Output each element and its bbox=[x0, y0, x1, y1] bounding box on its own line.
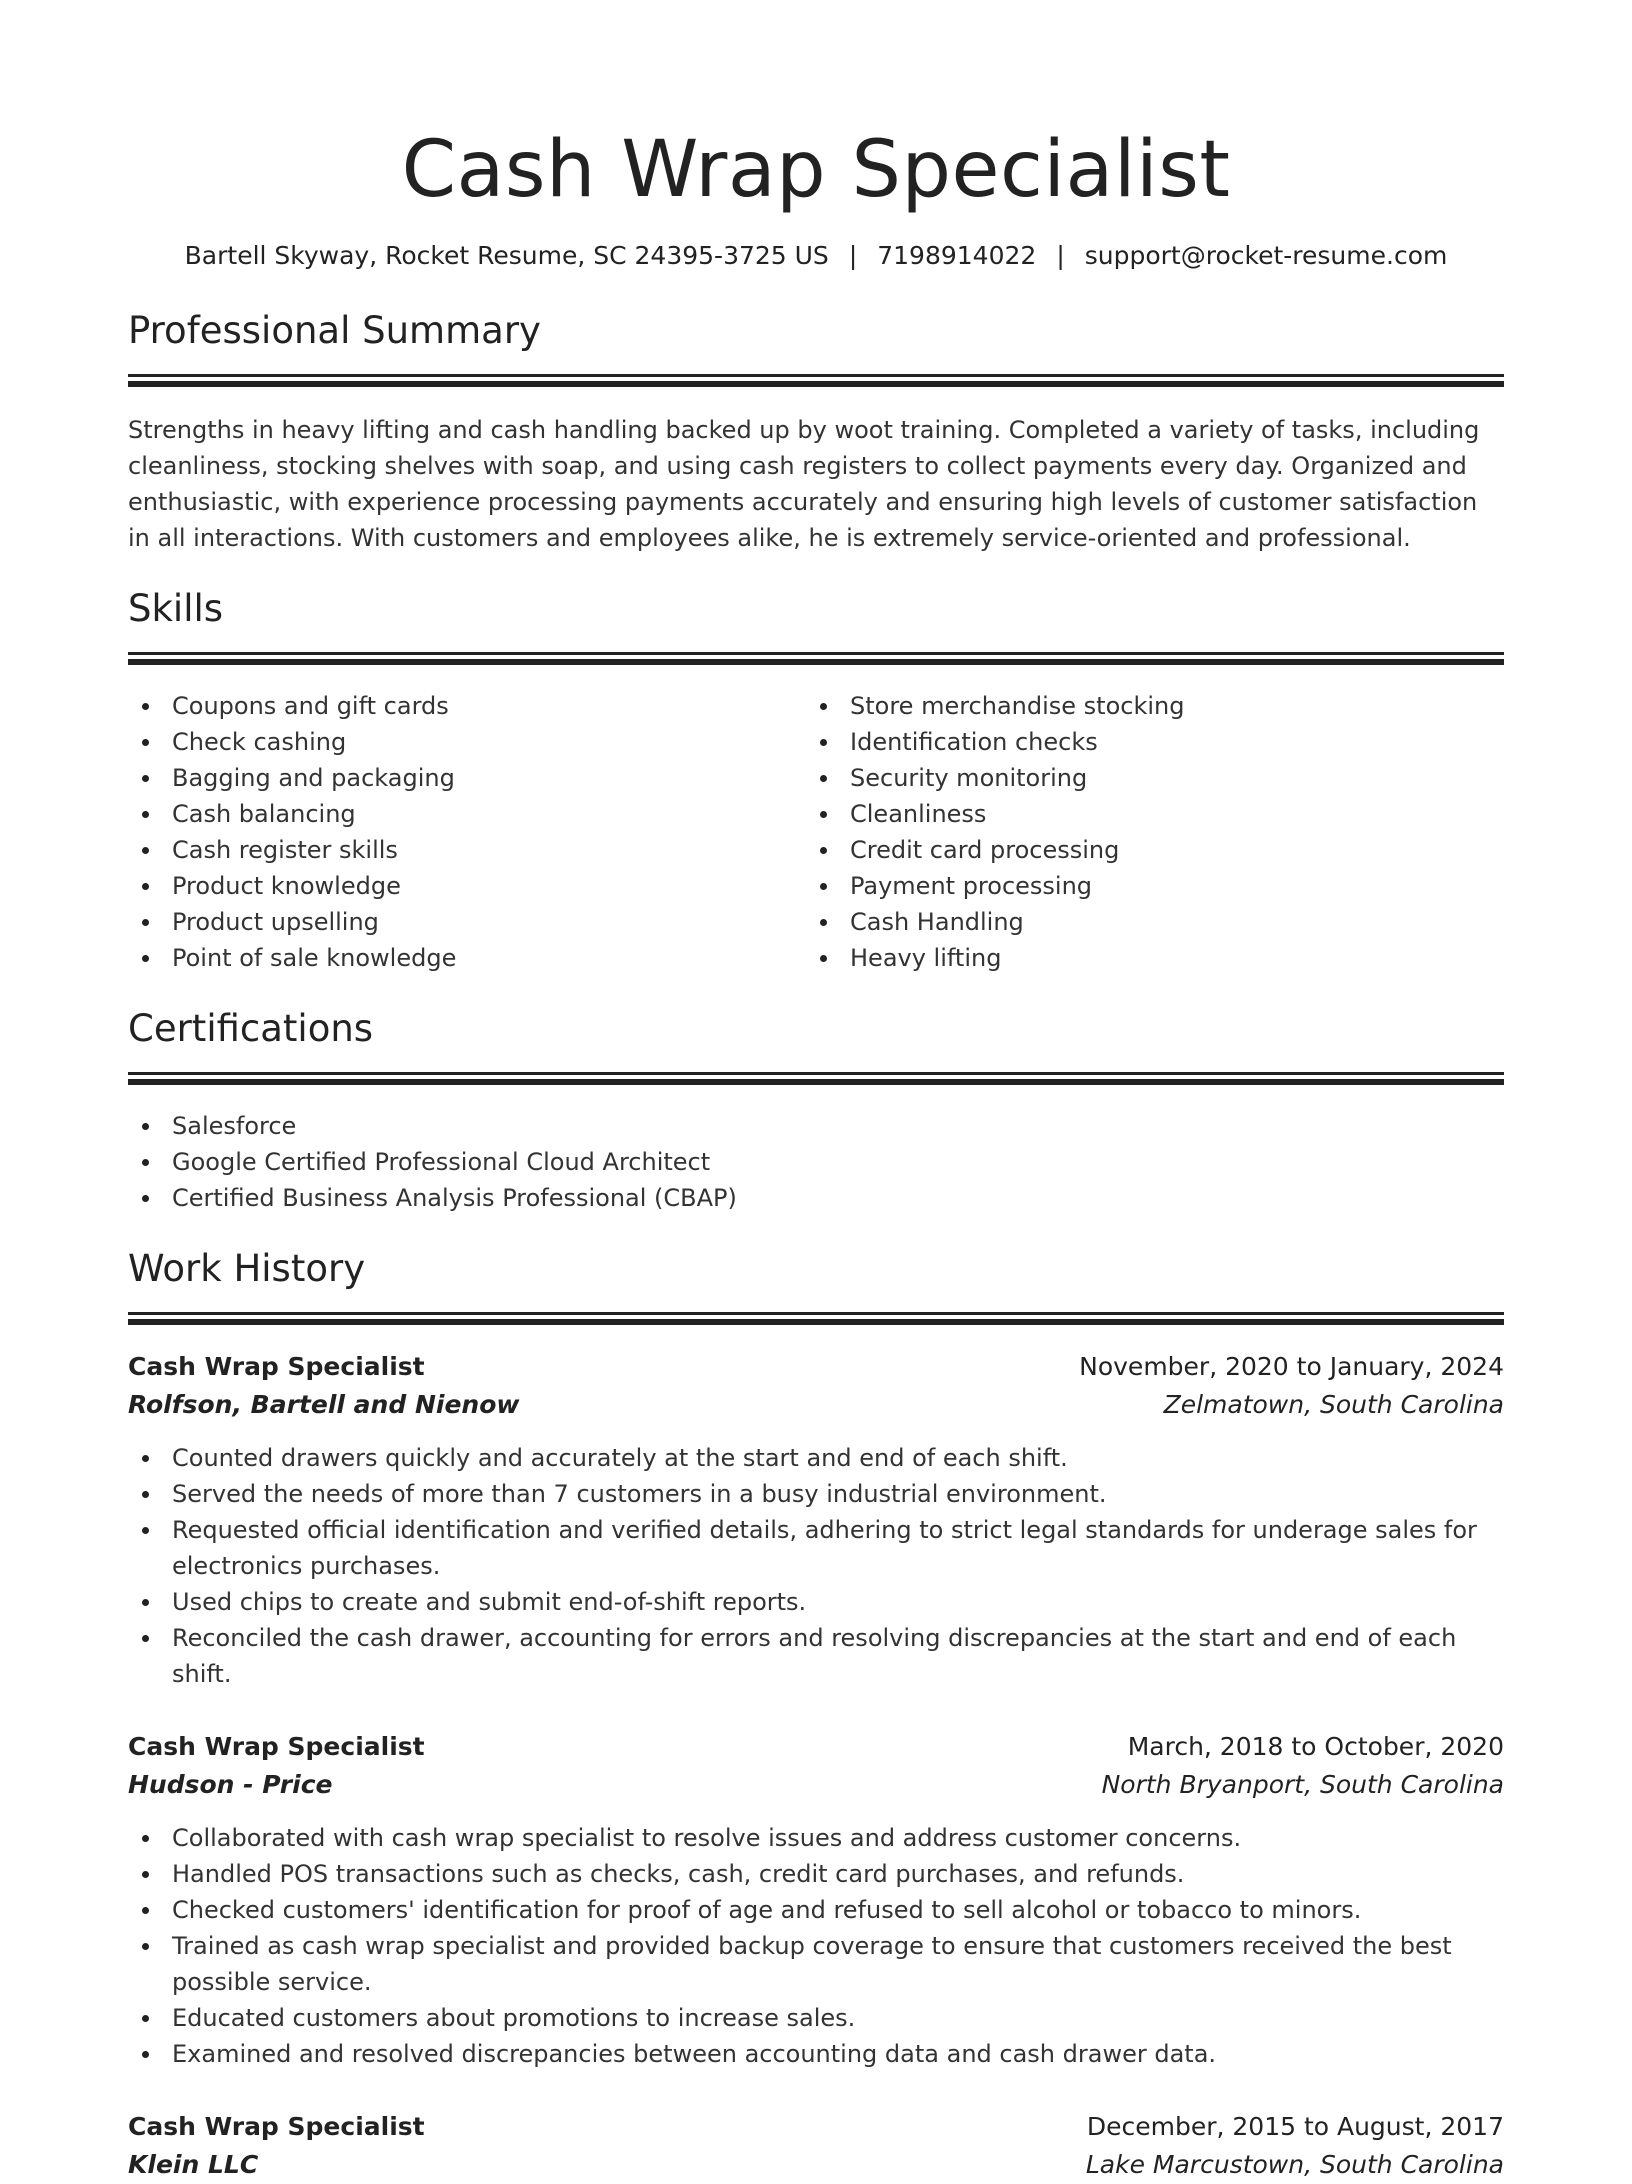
list-item: Cash Handling bbox=[806, 904, 1484, 940]
section-heading-summary: Professional Summary bbox=[128, 309, 541, 352]
list-item: Handled POS transactions such as checks, cash, credit card purchases, and refunds. bbox=[128, 1856, 1504, 1892]
job-header-row bbox=[128, 2108, 1504, 2146]
job-location: Lake Marcustown, South Carolina bbox=[1085, 2150, 1504, 2179]
list-item: Credit card processing bbox=[806, 832, 1484, 868]
list-item: Cash register skills bbox=[128, 832, 806, 868]
list-item: Educated customers about promotions to increase sales. bbox=[128, 2000, 1504, 2036]
list-item: Cleanliness bbox=[806, 796, 1484, 832]
section-divider bbox=[128, 374, 1504, 377]
list-item: Google Certified Professional Cloud Architect bbox=[128, 1144, 1504, 1180]
section-divider bbox=[128, 652, 1504, 655]
list-item: Product knowledge bbox=[128, 868, 806, 904]
job-entry bbox=[128, 1348, 1504, 1692]
skills-column-right bbox=[806, 688, 1484, 976]
job-dates: December, 2015 to August, 2017 bbox=[1086, 2112, 1504, 2141]
list-item: Certified Business Analysis Professional (CBAP) bbox=[128, 1180, 1504, 1216]
job-subheader-row bbox=[128, 1386, 1504, 1424]
summary-text: Strengths in heavy lifting and cash handling backed up by woot training. Completed a variety of tasks, including cleanliness, stocking shelves with soap, and using cash registers to collect payments every day. Organized and enthusiastic, with experience processing payments accurately and ensuring high levels of customer satisfaction in all interactions. With customers and employees alike, he is extremely service-oriented and professional. bbox=[128, 416, 1480, 552]
contact-email: support@rocket-resume.com bbox=[1084, 241, 1448, 270]
job-subheader-row bbox=[128, 1766, 1504, 1804]
list-item: Cash balancing bbox=[128, 796, 806, 832]
job-entry bbox=[128, 1728, 1504, 2072]
job-title: Cash Wrap Specialist bbox=[128, 1732, 425, 1761]
job-bullets bbox=[128, 1440, 1504, 1692]
job-subheader-row bbox=[128, 2146, 1504, 2184]
contact-separator: | bbox=[1056, 241, 1065, 270]
job-company: Rolfson, Bartell and Nienow bbox=[128, 1390, 520, 1419]
list-item: Bagging and packaging bbox=[128, 760, 806, 796]
list-item: Requested official identification and verified details, adhering to strict legal standards for underage sales for electronics purchases. bbox=[128, 1512, 1504, 1584]
list-item: Reconciled the cash drawer, accounting for errors and resolving discrepancies at the start and end of each shift. bbox=[128, 1620, 1504, 1692]
contact-address: Bartell Skyway, Rocket Resume, SC 24395-3725 US bbox=[184, 241, 829, 270]
job-company: Hudson - Price bbox=[128, 1770, 333, 1799]
list-item: Heavy lifting bbox=[806, 940, 1484, 976]
list-item: Store merchandise stocking bbox=[806, 688, 1484, 724]
skills-list bbox=[128, 688, 1504, 976]
section-divider bbox=[128, 1072, 1504, 1075]
list-item: Point of sale knowledge bbox=[128, 940, 806, 976]
contact-separator: | bbox=[848, 241, 858, 270]
job-dates: March, 2018 to October, 2020 bbox=[1127, 1732, 1504, 1761]
job-location: Zelmatown, South Carolina bbox=[1163, 1390, 1504, 1419]
job-company: Klein LLC bbox=[128, 2150, 259, 2179]
job-header-row bbox=[128, 1728, 1504, 1766]
list-item: Served the needs of more than 7 customers in a busy industrial environment. bbox=[128, 1476, 1504, 1512]
resume-page bbox=[128, 0, 1504, 2184]
list-item: Checked customers' identification for proof of age and refused to sell alcohol or tobacco to minors. bbox=[128, 1892, 1504, 1928]
list-item: Counted drawers quickly and accurately at the start and end of each shift. bbox=[128, 1440, 1504, 1476]
section-heading-work-history: Work History bbox=[128, 1247, 366, 1290]
job-title: Cash Wrap Specialist bbox=[128, 2112, 425, 2141]
list-item: Check cashing bbox=[128, 724, 806, 760]
list-item: Used chips to create and submit end-of-shift reports. bbox=[128, 1584, 1504, 1620]
list-item: Security monitoring bbox=[806, 760, 1484, 796]
job-entry bbox=[128, 2108, 1504, 2184]
list-item: Product upselling bbox=[128, 904, 806, 940]
list-item: Coupons and gift cards bbox=[128, 688, 806, 724]
section-divider bbox=[128, 1312, 1504, 1315]
job-title: Cash Wrap Specialist bbox=[128, 1352, 425, 1381]
section-heading-certifications: Certifications bbox=[128, 1007, 374, 1050]
contact-phone: 7198914022 bbox=[877, 241, 1037, 270]
list-item: Examined and resolved discrepancies between accounting data and cash drawer data. bbox=[128, 2036, 1504, 2072]
contact-line bbox=[128, 238, 1504, 274]
job-location: North Bryanport, South Carolina bbox=[1101, 1770, 1504, 1799]
list-item: Trained as cash wrap specialist and provided backup coverage to ensure that customers received the best possible service. bbox=[128, 1928, 1504, 2000]
job-bullets bbox=[128, 1820, 1504, 2072]
skills-column-left bbox=[128, 688, 806, 976]
list-item: Identification checks bbox=[806, 724, 1484, 760]
list-item: Salesforce bbox=[128, 1108, 1504, 1144]
job-header-row bbox=[128, 1348, 1504, 1386]
list-item: Payment processing bbox=[806, 868, 1484, 904]
resume-name: Cash Wrap Specialist bbox=[401, 125, 1231, 215]
list-item: Collaborated with cash wrap specialist to resolve issues and address customer concerns. bbox=[128, 1820, 1504, 1856]
certifications-list bbox=[128, 1108, 1504, 1216]
job-dates: November, 2020 to January, 2024 bbox=[1079, 1352, 1504, 1381]
section-heading-skills: Skills bbox=[128, 587, 224, 630]
